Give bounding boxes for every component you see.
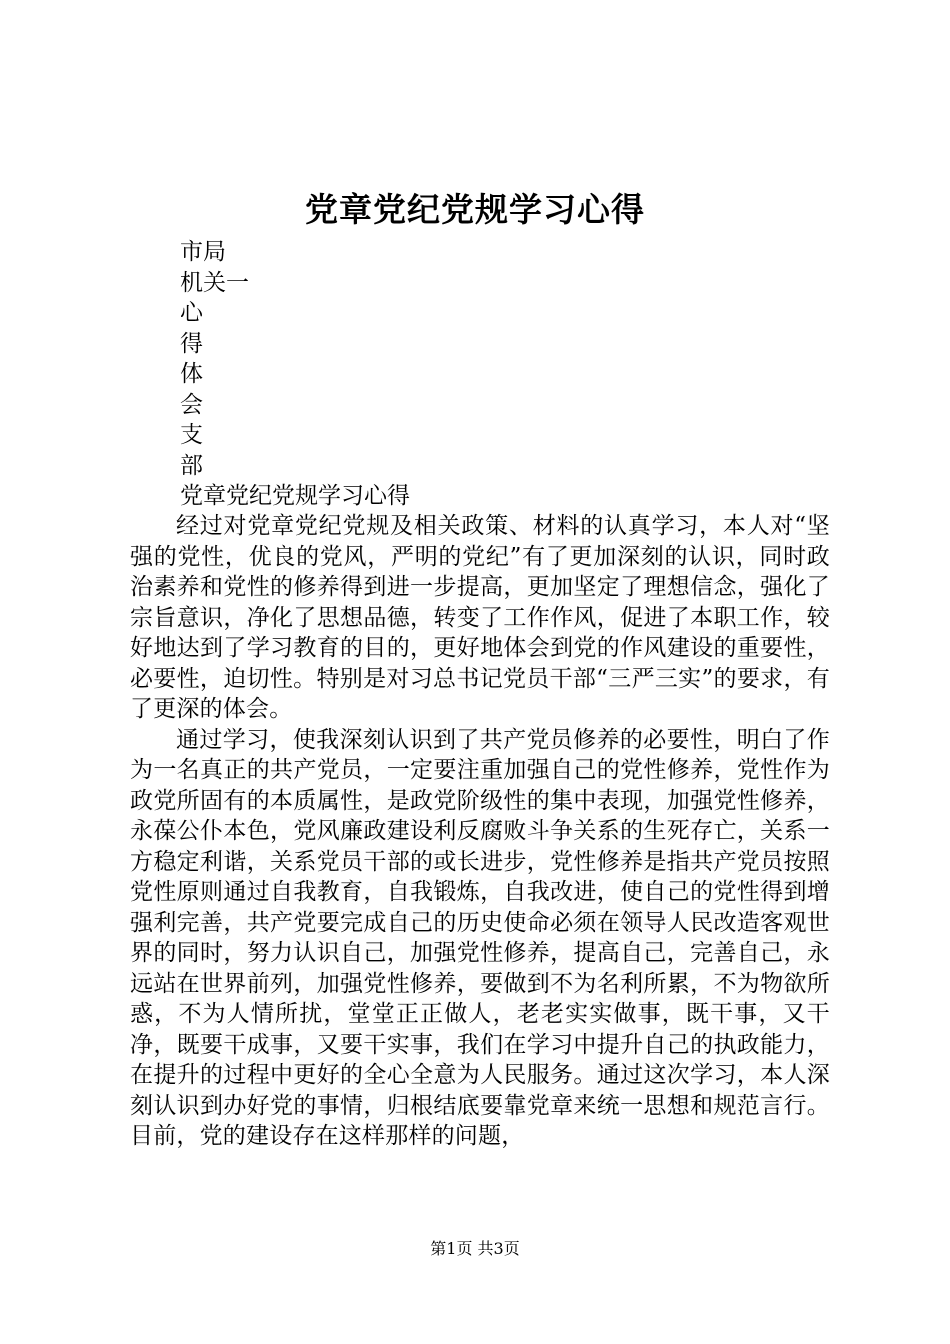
- meta-line: 市局: [180, 239, 226, 265]
- page-footer: 第1页 共3页: [430, 1239, 520, 1258]
- document-title: 党章党纪党规学习心得: [305, 190, 645, 229]
- meta-line: 得: [180, 330, 203, 357]
- meta-subtitle: 党章党纪党规学习心得: [180, 483, 410, 509]
- paragraph: 经过对党章党纪党规及相关政策、材料的认真学习，本人对“坚强的党性，优良的党风，严明的党纪”有了更加深刻的认识，同时政治素养和党性的修养得到进一步提高，更加坚定了理想信念，强化了宗旨意识，净化了思想品德，转变了工作作风，促进了本职工作，较好地达到了学习教育的目的，更好地体会到党的作风建设的重要性，必要性，迫切性。特别是对习总书记党员干部“三严三实”的要求，有了更深的体会。: [130, 513, 830, 722]
- meta-line: 体: [180, 361, 203, 387]
- meta-line: 机关一: [180, 269, 249, 296]
- meta-lines: [180, 237, 410, 512]
- meta-line: 心: [180, 300, 203, 326]
- paragraph: 通过学习，使我深刻认识到了共产党员修养的必要性，明白了作为一名真正的共产党员，一定要注重加强自己的党性修养，党性作为政党所固有的本质属性，是政党阶级性的集中表现，加强党性修养，永葆公仆本色，党风廉政建设利反腐败斗争关系的生死存亡，关系一方稳定利谐，关系党员干部的或长进步，党性修养是指共产党员按照党性原则通过自我教育，自我锻炼，自我改进，使自己的党性得到增强利完善，共产党要完成自己的历史使命必须在领导人民改造客观世界的同时，努力认识自己，加强党性修养，提高自己，完善自己，永远站在世界前列，加强党性修养，要做到不为名利所累，不为物欲所惑，不为人情所扰，堂堂正正做人，老老实实做事，既干事，又干净，既要干成事，又要干实事，我们在学习中提升自己的执政能力，在提升的过程中更好的全心全意为人民服务。通过这次学习，本人深刻认识到办好党的事情，归根结底要靠党章来统一思想和规范言行。目前，党的建设存在这样那样的问题，: [130, 726, 830, 1149]
- meta-line: 支: [180, 422, 203, 448]
- meta-line: 部: [180, 452, 203, 479]
- document-body: [130, 511, 830, 1152]
- meta-line: 会: [180, 391, 203, 418]
